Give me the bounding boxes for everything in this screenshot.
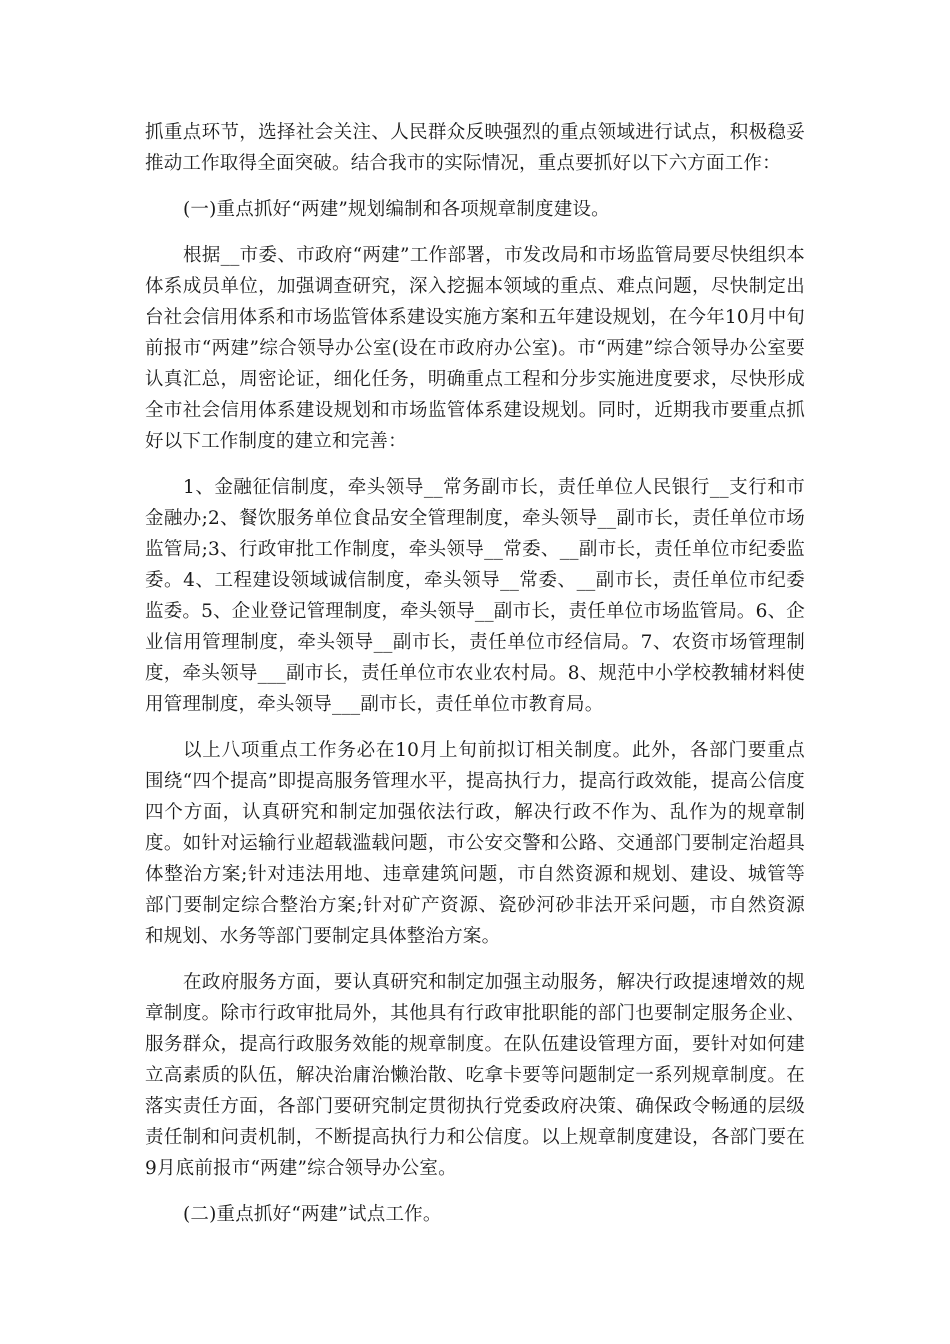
paragraph-government-service: 在政府服务方面，要认真研究和制定加强主动服务，解决行政提速增效的规章制度。除市行政审批局外，其他具有行政审批职能的部门也要制定服务企业、服务群众，提高行政服务效能的规章制度。在队伍建设管理方面，要针对如何建立高素质的队伍，解决治庸治懒治散、吃拿卡要等问题制定一系列规章制度。在落实责任方面，各部门要研究制定贯彻执行党委政府决策、确保政令畅通的层级责任制和问责机制，不断提高执行力和公信度。以上规章制度建设，各部门要在9月底前报市“两建”综合领导办公室。 [145,972,805,1179]
paragraph-eight-tasks: 以上八项重点工作务必在10月上旬前拟订相关制度。此外，各部门要重点围绕“四个提高”即提高服务管理水平，提高执行力，提高行政效能，提高公信度四个方面，认真研究和制定加强依法行政，解决行政不作为、乱作为的规章制度。如针对运输行业超载滥载问题，市公安交警和公路、交通部门要制定治超具体整治方案;针对违法用地、违章建筑问题，市自然资源和规划、建设、城管等部门要制定综合整治方案;针对矿产资源、瓷砂河砂非法开采问题，市自然资源和规划、水务等部门要制定具体整治方案。 [145,740,805,947]
document-page [145,117,805,1245]
section-heading-2: (二)重点抓好“两建”试点工作。 [183,1204,442,1225]
paragraph-intro: 抓重点环节，选择社会关注、人民群众反映强烈的重点领域进行试点，积极稳妥推动工作取得全面突破。结合我市的实际情况，重点要抓好以下六方面工作： [145,122,805,174]
section-heading-1: (一)重点抓好“两建”规划编制和各项规章制度建设。 [183,199,610,220]
paragraph-planning: 根据__市委、市政府“两建”工作部署，市发改局和市场监管局要尽快组织本体系成员单位，加强调查研究，深入挖掘本领域的重点、难点问题，尽快制定出台社会信用体系和市场监管体系建设实施方案和五年建设规划，在今年10月中旬前报市“两建”综合领导办公室(设在市政府办公室)。市“两建”综合领导办公室要认真汇总，周密论证，细化任务，明确重点工程和分步实施进度要求，尽快形成全市社会信用体系建设规划和市场监管体系建设规划。同时，近期我市要重点抓好以下工作制度的建立和完善： [145,245,805,452]
paragraph-systems-list: 1、金融征信制度，牵头领导__常务副市长，责任单位人民银行__支行和市金融办;2、餐饮服务单位食品安全管理制度，牵头领导__副市长，责任单位市场监管局;3、行政审批工作制度，牵头领导__常委、__副市长，责任单位市纪委监委。4、工程建设领域诚信制度，牵头领导__常委、__副市长，责任单位市纪委监委。5、企业登记管理制度，牵头领导__副市长，责任单位市场监管局。6、企业信用管理制度，牵头领导__副市长，责任单位市经信局。7、农资市场管理制度，牵头领导___副市长，责任单位市农业农村局。8、规范中小学校教辅材料使用管理制度，牵头领导___副市长，责任单位市教育局。 [145,477,805,715]
